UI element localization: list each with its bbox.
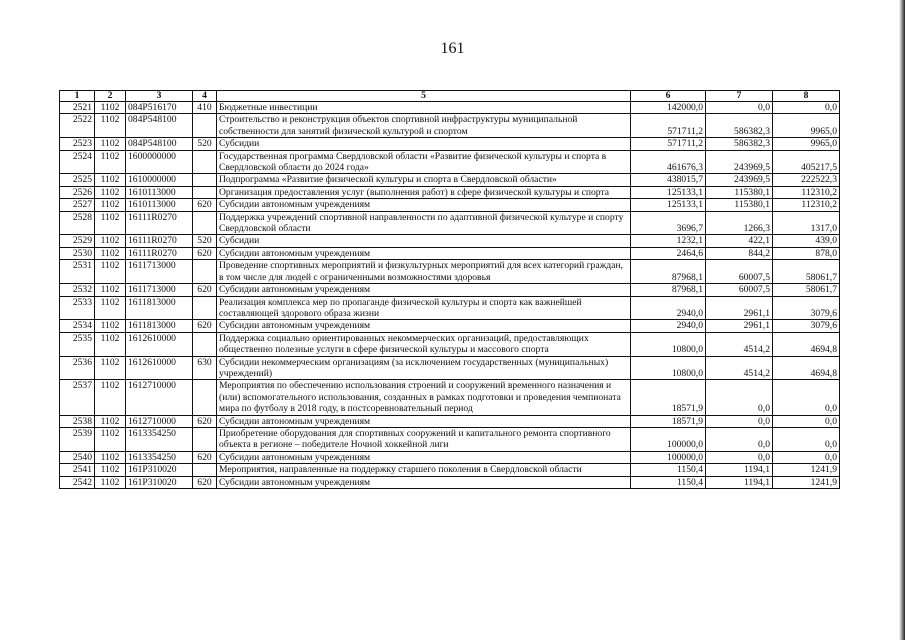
amount-col7-cell: 0,0 <box>706 380 773 415</box>
amount-col8-cell: 1317,0 <box>773 211 840 235</box>
amount-col6-cell: 438015,7 <box>631 174 706 186</box>
amount-col7-cell: 1194,1 <box>706 464 773 476</box>
row-number-cell: 2540 <box>60 451 95 463</box>
table-row <box>60 235 840 247</box>
expense-type-cell: 620 <box>193 476 217 488</box>
expense-type-cell <box>193 296 217 320</box>
item-name-cell: Поддержка социально ориентированных некоммерческих организаций, предоставляющих общественно полезные услуги в сфере физической культуры и массового спорта <box>217 332 631 356</box>
item-name-cell: Субсидии автономным учреждениям <box>217 415 631 427</box>
table-row <box>60 284 840 296</box>
item-name-cell: Бюджетные инвестиции <box>217 102 631 114</box>
amount-col6-cell: 571711,2 <box>631 114 706 138</box>
item-name-cell: Субсидии автономным учреждениям <box>217 284 631 296</box>
expense-type-cell: 620 <box>193 284 217 296</box>
amount-col6-cell: 18571,9 <box>631 415 706 427</box>
row-number-cell: 2524 <box>60 150 95 174</box>
table-body <box>60 102 840 489</box>
target-article-cell: 084P548100 <box>126 138 193 150</box>
amount-col7-cell: 0,0 <box>706 415 773 427</box>
item-name-cell: Субсидии автономным учреждениям <box>217 199 631 211</box>
header-cell: 2 <box>95 91 126 102</box>
section-code-cell: 1102 <box>95 284 126 296</box>
row-number-cell: 2529 <box>60 235 95 247</box>
target-article-cell: 1611813000 <box>126 296 193 320</box>
target-article-cell: 1611813000 <box>126 320 193 332</box>
section-code-cell: 1102 <box>95 235 126 247</box>
expense-type-cell: 520 <box>193 235 217 247</box>
table-row <box>60 296 840 320</box>
amount-col8-cell: 222522,3 <box>773 174 840 186</box>
amount-col7-cell: 243969,5 <box>706 174 773 186</box>
amount-col7-cell: 1266,3 <box>706 211 773 235</box>
item-name-cell: Поддержка учреждений спортивной направленности по адаптивной физической культуре и спорту Свердловской области <box>217 211 631 235</box>
item-name-cell: Субсидии автономным учреждениям <box>217 476 631 488</box>
header-cell: 3 <box>126 91 193 102</box>
item-name-cell: Субсидии автономным учреждениям <box>217 451 631 463</box>
table-row <box>60 356 840 380</box>
row-number-cell: 2526 <box>60 186 95 198</box>
item-name-cell: Субсидии <box>217 138 631 150</box>
amount-col8-cell: 1241,9 <box>773 464 840 476</box>
amount-col7-cell: 4514,2 <box>706 356 773 380</box>
expense-type-cell <box>193 464 217 476</box>
target-article-cell: 084P548100 <box>126 114 193 138</box>
target-article-cell: 1612610000 <box>126 332 193 356</box>
row-number-cell: 2537 <box>60 380 95 415</box>
expense-type-cell: 520 <box>193 138 217 150</box>
row-number-cell: 2527 <box>60 199 95 211</box>
item-name-cell: Субсидии <box>217 235 631 247</box>
row-number-cell: 2535 <box>60 332 95 356</box>
amount-col7-cell: 2961,1 <box>706 296 773 320</box>
page-number: 161 <box>440 40 465 57</box>
section-code-cell: 1102 <box>95 138 126 150</box>
expense-type-cell: 630 <box>193 356 217 380</box>
section-code-cell: 1102 <box>95 415 126 427</box>
row-number-cell: 2536 <box>60 356 95 380</box>
amount-col7-cell: 0,0 <box>706 427 773 451</box>
section-code-cell: 1102 <box>95 332 126 356</box>
budget-table <box>59 90 840 489</box>
item-name-cell: Мероприятия по обеспечению использования строений и сооружений временного назначения и (или) вспомогательного использования, созданных в рамках подготовки и проведения чемпионата мира по футболу в 2018 году, в постсоревновательный период <box>217 380 631 415</box>
amount-col6-cell: 100000,0 <box>631 451 706 463</box>
table-row <box>60 476 840 488</box>
header-cell: 4 <box>193 91 217 102</box>
target-article-cell: 1612710000 <box>126 380 193 415</box>
row-number-cell: 2542 <box>60 476 95 488</box>
expense-type-cell <box>193 260 217 284</box>
target-article-cell: 161P310020 <box>126 476 193 488</box>
row-number-cell: 2525 <box>60 174 95 186</box>
amount-col8-cell: 0,0 <box>773 427 840 451</box>
amount-col8-cell: 0,0 <box>773 102 840 114</box>
amount-col7-cell: 60007,5 <box>706 284 773 296</box>
amount-col7-cell: 586382,3 <box>706 138 773 150</box>
amount-col6-cell: 125133,1 <box>631 199 706 211</box>
expense-type-cell <box>193 150 217 174</box>
amount-col8-cell: 112310,2 <box>773 199 840 211</box>
target-article-cell: 16111R0270 <box>126 235 193 247</box>
target-article-cell: 161P310020 <box>126 464 193 476</box>
amount-col8-cell: 112310,2 <box>773 186 840 198</box>
amount-col6-cell: 1150,4 <box>631 476 706 488</box>
expense-type-cell: 620 <box>193 415 217 427</box>
amount-col8-cell: 0,0 <box>773 415 840 427</box>
table-row <box>60 102 840 114</box>
section-code-cell: 1102 <box>95 102 126 114</box>
expense-type-cell: 620 <box>193 199 217 211</box>
table-row <box>60 138 840 150</box>
expense-type-cell <box>193 427 217 451</box>
target-article-cell: 1600000000 <box>126 150 193 174</box>
expense-type-cell <box>193 174 217 186</box>
row-number-cell: 2523 <box>60 138 95 150</box>
amount-col6-cell: 87968,1 <box>631 260 706 284</box>
amount-col6-cell: 1232,1 <box>631 235 706 247</box>
amount-col7-cell: 243969,5 <box>706 150 773 174</box>
amount-col7-cell: 1194,1 <box>706 476 773 488</box>
amount-col8-cell: 0,0 <box>773 451 840 463</box>
expense-type-cell: 620 <box>193 451 217 463</box>
row-number-cell: 2532 <box>60 284 95 296</box>
row-number-cell: 2539 <box>60 427 95 451</box>
table-row <box>60 380 840 415</box>
table-row <box>60 174 840 186</box>
section-code-cell: 1102 <box>95 199 126 211</box>
row-number-cell: 2531 <box>60 260 95 284</box>
item-name-cell: Государственная программа Свердловской области «Развитие физической культуры и спорта в Свердловской области до 2024 года» <box>217 150 631 174</box>
item-name-cell: Строительство и реконструкция объектов спортивной инфраструктуры муниципальной собственности для занятий физической культурой и спортом <box>217 114 631 138</box>
item-name-cell: Подпрограмма «Развитие физической культуры и спорта в Свердловской области» <box>217 174 631 186</box>
amount-col6-cell: 3696,7 <box>631 211 706 235</box>
expense-type-cell <box>193 332 217 356</box>
expense-type-cell <box>193 380 217 415</box>
item-name-cell: Субсидии некоммерческим организациям (за исключением государственных (муниципальных) учреждений) <box>217 356 631 380</box>
target-article-cell: 16111R0270 <box>126 247 193 259</box>
amount-col6-cell: 2940,0 <box>631 320 706 332</box>
header-cell: 6 <box>631 91 706 102</box>
amount-col7-cell: 115380,1 <box>706 186 773 198</box>
amount-col7-cell: 586382,3 <box>706 114 773 138</box>
amount-col6-cell: 1150,4 <box>631 464 706 476</box>
target-article-cell: 1611713000 <box>126 284 193 296</box>
row-number-cell: 2538 <box>60 415 95 427</box>
section-code-cell: 1102 <box>95 296 126 320</box>
amount-col7-cell: 844,2 <box>706 247 773 259</box>
table-row <box>60 332 840 356</box>
section-code-cell: 1102 <box>95 174 126 186</box>
amount-col6-cell: 125133,1 <box>631 186 706 198</box>
table-row <box>60 451 840 463</box>
amount-col7-cell: 0,0 <box>706 451 773 463</box>
expense-type-cell: 620 <box>193 247 217 259</box>
amount-col8-cell: 1241,9 <box>773 476 840 488</box>
section-code-cell: 1102 <box>95 247 126 259</box>
table-row <box>60 415 840 427</box>
target-article-cell: 1611713000 <box>126 260 193 284</box>
expense-type-cell <box>193 211 217 235</box>
item-name-cell: Реализация комплекса мер по пропаганде физической культуры и спорта как важнейшей составляющей здорового образа жизни <box>217 296 631 320</box>
amount-col6-cell: 142000,0 <box>631 102 706 114</box>
amount-col6-cell: 2464,6 <box>631 247 706 259</box>
header-cell: 1 <box>60 91 95 102</box>
table-row <box>60 211 840 235</box>
amount-col8-cell: 4694,8 <box>773 332 840 356</box>
header-cell: 7 <box>706 91 773 102</box>
amount-col8-cell: 3079,6 <box>773 320 840 332</box>
amount-col7-cell: 2961,1 <box>706 320 773 332</box>
amount-col8-cell: 4694,8 <box>773 356 840 380</box>
header-cell: 8 <box>773 91 840 102</box>
target-article-cell: 1613354250 <box>126 427 193 451</box>
amount-col6-cell: 10800,0 <box>631 332 706 356</box>
row-number-cell: 2533 <box>60 296 95 320</box>
amount-col6-cell: 100000,0 <box>631 427 706 451</box>
section-code-cell: 1102 <box>95 114 126 138</box>
section-code-cell: 1102 <box>95 476 126 488</box>
section-code-cell: 1102 <box>95 356 126 380</box>
target-article-cell: 16111R0270 <box>126 211 193 235</box>
item-name-cell: Мероприятия, направленные на поддержку старшего поколения в Свердловской области <box>217 464 631 476</box>
expense-type-cell: 410 <box>193 102 217 114</box>
amount-col8-cell: 58061,7 <box>773 284 840 296</box>
expense-type-cell <box>193 114 217 138</box>
amount-col8-cell: 439,0 <box>773 235 840 247</box>
item-name-cell: Субсидии автономным учреждениям <box>217 320 631 332</box>
amount-col6-cell: 571711,2 <box>631 138 706 150</box>
section-code-cell: 1102 <box>95 380 126 415</box>
section-code-cell: 1102 <box>95 260 126 284</box>
amount-col8-cell: 9965,0 <box>773 138 840 150</box>
table-row <box>60 464 840 476</box>
item-name-cell: Приобретение оборудования для спортивных сооружений и капитального ремонта спортивного объекта в регионе – победителе Ночной хоккейной лиги <box>217 427 631 451</box>
section-code-cell: 1102 <box>95 186 126 198</box>
header-row <box>60 91 840 102</box>
item-name-cell: Проведение спортивных мероприятий и физкультурных мероприятий для всех категорий граждан, в том числе для людей с ограниченными возможностями здоровья <box>217 260 631 284</box>
section-code-cell: 1102 <box>95 427 126 451</box>
amount-col8-cell: 9965,0 <box>773 114 840 138</box>
table-row <box>60 427 840 451</box>
expense-type-cell: 620 <box>193 320 217 332</box>
section-code-cell: 1102 <box>95 464 126 476</box>
row-number-cell: 2521 <box>60 102 95 114</box>
target-article-cell: 1612610000 <box>126 356 193 380</box>
table-row <box>60 186 840 198</box>
target-article-cell: 1612710000 <box>126 415 193 427</box>
amount-col6-cell: 2940,0 <box>631 296 706 320</box>
target-article-cell: 1610113000 <box>126 199 193 211</box>
amount-col8-cell: 0,0 <box>773 380 840 415</box>
amount-col7-cell: 0,0 <box>706 102 773 114</box>
header-cell: 5 <box>217 91 631 102</box>
target-article-cell: 1613354250 <box>126 451 193 463</box>
amount-col8-cell: 405217,5 <box>773 150 840 174</box>
table-row <box>60 260 840 284</box>
section-code-cell: 1102 <box>95 150 126 174</box>
amount-col8-cell: 58061,7 <box>773 260 840 284</box>
table-row <box>60 199 840 211</box>
target-article-cell: 1610113000 <box>126 186 193 198</box>
row-number-cell: 2530 <box>60 247 95 259</box>
target-article-cell: 084P516170 <box>126 102 193 114</box>
item-name-cell: Организация предоставления услуг (выполнения работ) в сфере физической культуры и спорта <box>217 186 631 198</box>
row-number-cell: 2534 <box>60 320 95 332</box>
table-row <box>60 247 840 259</box>
scan-edge-shadow <box>899 0 905 640</box>
item-name-cell: Субсидии автономным учреждениям <box>217 247 631 259</box>
row-number-cell: 2522 <box>60 114 95 138</box>
amount-col8-cell: 878,0 <box>773 247 840 259</box>
expense-type-cell <box>193 186 217 198</box>
section-code-cell: 1102 <box>95 211 126 235</box>
amount-col7-cell: 115380,1 <box>706 199 773 211</box>
amount-col7-cell: 422,1 <box>706 235 773 247</box>
amount-col8-cell: 3079,6 <box>773 296 840 320</box>
amount-col7-cell: 4514,2 <box>706 332 773 356</box>
amount-col6-cell: 461676,3 <box>631 150 706 174</box>
section-code-cell: 1102 <box>95 451 126 463</box>
table-row <box>60 114 840 138</box>
row-number-cell: 2528 <box>60 211 95 235</box>
section-code-cell: 1102 <box>95 320 126 332</box>
amount-col6-cell: 10800,0 <box>631 356 706 380</box>
target-article-cell: 1610000000 <box>126 174 193 186</box>
table-row <box>60 150 840 174</box>
row-number-cell: 2541 <box>60 464 95 476</box>
amount-col6-cell: 87968,1 <box>631 284 706 296</box>
table-row <box>60 320 840 332</box>
amount-col7-cell: 60007,5 <box>706 260 773 284</box>
amount-col6-cell: 18571,9 <box>631 380 706 415</box>
